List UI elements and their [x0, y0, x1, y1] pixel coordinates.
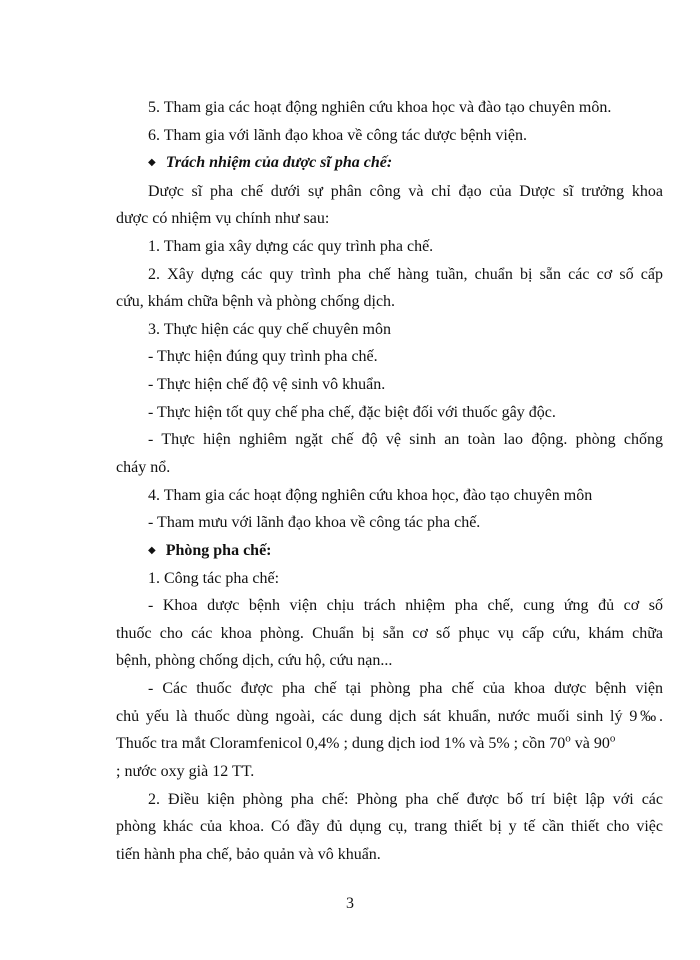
paragraph-line: - Các thuốc được pha chế tại phòng pha chế của khoa dược bệnh viện [148, 680, 663, 697]
paragraph-line: 6. Tham gia với lãnh đạo khoa về công tác dược bệnh viện. [148, 127, 527, 144]
paragraph-line: 3. Thực hiện các quy chế chuyên môn [148, 321, 391, 338]
paragraph-line: - Thực hiện nghiêm ngặt chế độ vệ sinh an toàn lao động. phòng chống [148, 431, 663, 448]
paragraph-line: - Tham mưu với lãnh đạo khoa về công tác pha chế. [148, 514, 481, 531]
degree-symbol: o [565, 732, 571, 745]
paragraph-line: Dược sĩ pha chế dưới sự phân công và chỉ đạo của Dược sĩ trưởng khoa [148, 183, 663, 200]
paragraph-line: cứu, khám chữa bệnh và phòng chống dịch. [116, 293, 396, 310]
paragraph-line: bệnh, phòng chống dịch, cứu hộ, cứu nạn... [116, 652, 393, 669]
paragraph-line: ; nước oxy già 12 TT. [116, 763, 255, 780]
paragraph-line: - Thực hiện tốt quy chế pha chế, đặc biệt đối với thuốc gây độc. [148, 404, 556, 421]
paragraph-line: - Khoa dược bệnh viện chịu trách nhiệm pha chế, cung ứng đủ cơ số [148, 597, 663, 614]
paragraph-line: chủ yếu là thuốc dùng ngoài, các dung dịch sát khuẩn, nước muối sinh lý 9‰. [116, 708, 663, 725]
degree-symbol: o [609, 732, 616, 745]
paragraph-line: - Thực hiện đúng quy trình pha chế. [148, 348, 378, 365]
paragraph-line: tiến hành pha chế, bảo quản và vô khuẩn. [116, 846, 381, 863]
paragraph-line: 4. Tham gia các hoạt động nghiên cứu khoa học, đào tạo chuyên môn [148, 487, 593, 504]
paragraph-line: 1. Tham gia xây dựng các quy trình pha chế. [148, 238, 434, 255]
section-heading [148, 153, 392, 175]
paragraph-line: dược có nhiệm vụ chính như sau: [116, 210, 330, 227]
paragraph-line: phòng khác của khoa. Có đầy đủ dụng cụ, trang thiết bị y tế cần thiết cho việc [116, 818, 663, 835]
paragraph-line: thuốc cho các khoa phòng. Chuẩn bị sẵn cơ số phục vụ cấp cứu, khám chữa [116, 625, 663, 642]
section-heading [148, 541, 272, 563]
diamond-bullet-icon: ◆ [148, 545, 156, 556]
paragraph-line: 2. Điều kiện phòng pha chế: Phòng pha chế được bố trí biệt lập với các [148, 791, 663, 808]
paragraph-line: cháy nổ. [116, 459, 171, 476]
paragraph-line: 5. Tham gia các hoạt động nghiên cứu khoa học và đào tạo chuyên môn. [148, 99, 612, 116]
paragraph-line: 1. Công tác pha chế: [148, 570, 280, 587]
heading-text: Phòng pha chế: [165, 542, 272, 559]
page-number: 3 [346, 895, 354, 912]
paragraph-line: - Thực hiện chế độ vệ sinh vô khuẩn. [148, 376, 386, 393]
diamond-bullet-icon: ◆ [148, 157, 156, 168]
paragraph-line: 2. Xây dựng các quy trình pha chế hàng tuần, chuẩn bị sẵn các cơ số cấp [148, 266, 663, 283]
paragraph-line: Thuốc tra mắt Cloramfenicol 0,4% ; dung dịch iod 1% và 5% ; cồn 70$^o$ và 90$^o$ [116, 732, 616, 752]
heading-text: Trách nhiệm của dược sĩ pha chế: [165, 154, 393, 171]
